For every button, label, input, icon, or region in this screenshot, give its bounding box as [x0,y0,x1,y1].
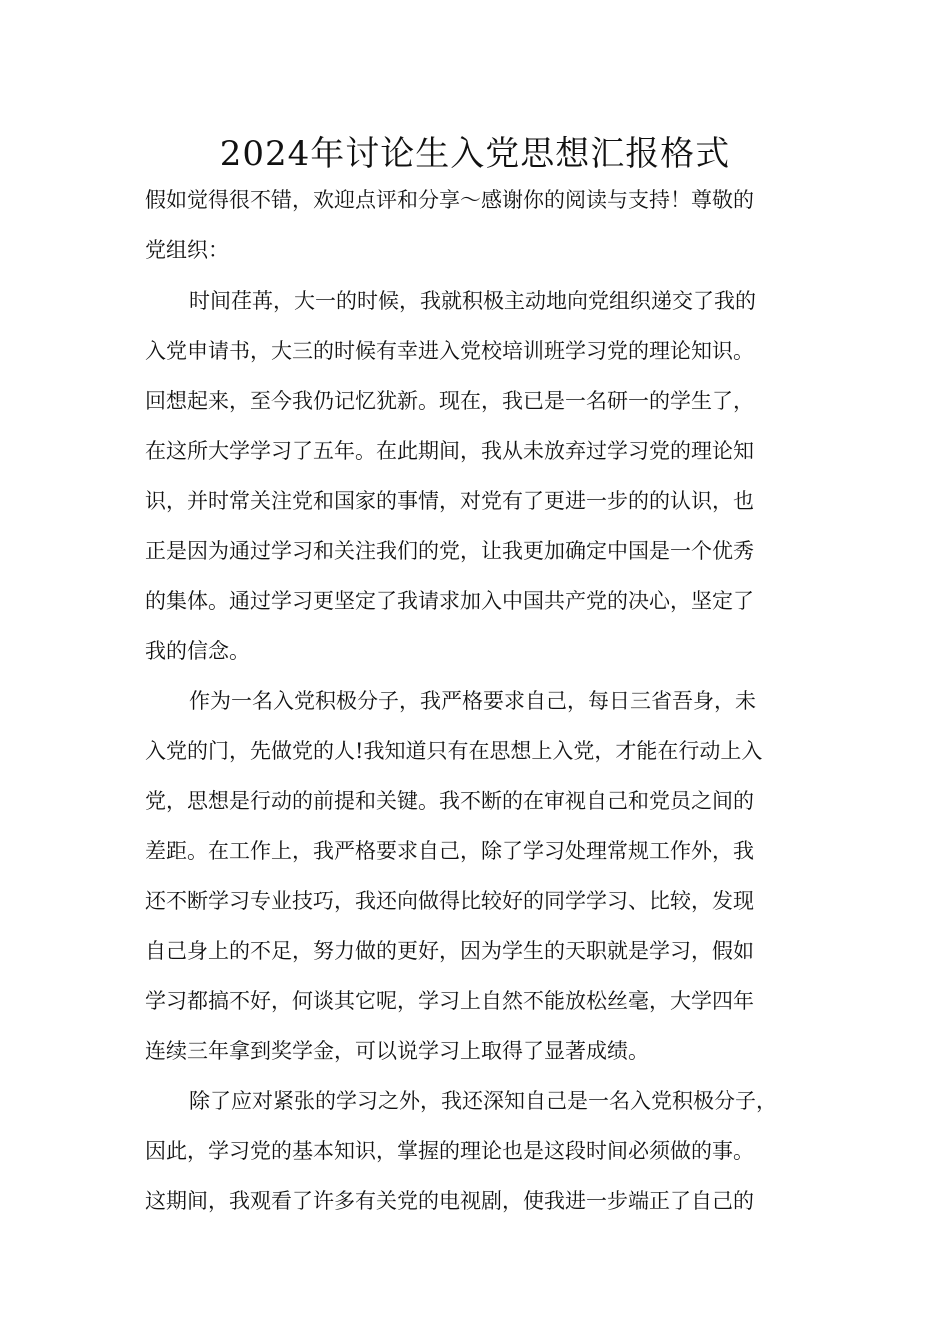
text-line: 回想起来，至今我仍记忆犹新。现在，我已是一名研一的学生了， [145,389,754,413]
text-line: 因此，学习党的基本知识，掌握的理论也是这段时间必须做的事。 [145,1139,754,1163]
text-line: 假如觉得很不错，欢迎点评和分享～感谢你的阅读与支持！尊敬的 [145,188,754,212]
text-line: 连续三年拿到奖学金，可以说学习上取得了显著成绩。 [145,1039,649,1063]
text-line: 我的信念。 [145,639,250,663]
text-line: 这期间，我观看了许多有关党的电视剧，使我进一步端正了自己的 [145,1189,754,1213]
text-line: 党，思想是行动的前提和关键。我不断的在审视自己和党员之间的 [145,789,754,813]
text-line: 在这所大学学习了五年。在此期间，我从未放弃过学习党的理论知 [145,439,754,463]
text-line: 入党申请书，大三的时候有幸进入党校培训班学习党的理论知识。 [145,339,754,363]
text-line: 正是因为通过学习和关注我们的党，让我更加确定中国是一个优秀 [145,539,754,563]
text-line: 识，并时常关注党和国家的事情，对党有了更进一步的的认识，也 [145,489,754,513]
paragraph-first-line: 除了应对紧张的学习之外，我还深知自己是一名入党积极分子， [189,1089,777,1113]
text-line: 党组织： [145,238,229,262]
text-line: 还不断学习专业技巧，我还向做得比较好的同学学习、比较，发现 [145,889,754,913]
text-line: 学习都搞不好，何谈其它呢，学习上自然不能放松丝毫，大学四年 [145,989,754,1013]
text-line: 的集体。通过学习更坚定了我请求加入中国共产党的决心，坚定了 [145,589,754,613]
text-line: 入党的门，先做党的人!我知道只有在思想上入党，才能在行动上入 [145,739,763,763]
paragraph-first-line: 时间荏苒，大一的时候，我就积极主动地向党组织递交了我的 [189,289,756,313]
paragraph-first-line: 作为一名入党积极分子，我严格要求自己，每日三省吾身，未 [189,689,756,713]
text-line: 自己身上的不足，努力做的更好，因为学生的天职就是学习，假如 [145,939,754,963]
text-line: 差距。在工作上，我严格要求自己，除了学习处理常规工作外，我 [145,839,754,863]
document-title: 2024年讨论生入党思想汇报格式 [219,134,731,174]
